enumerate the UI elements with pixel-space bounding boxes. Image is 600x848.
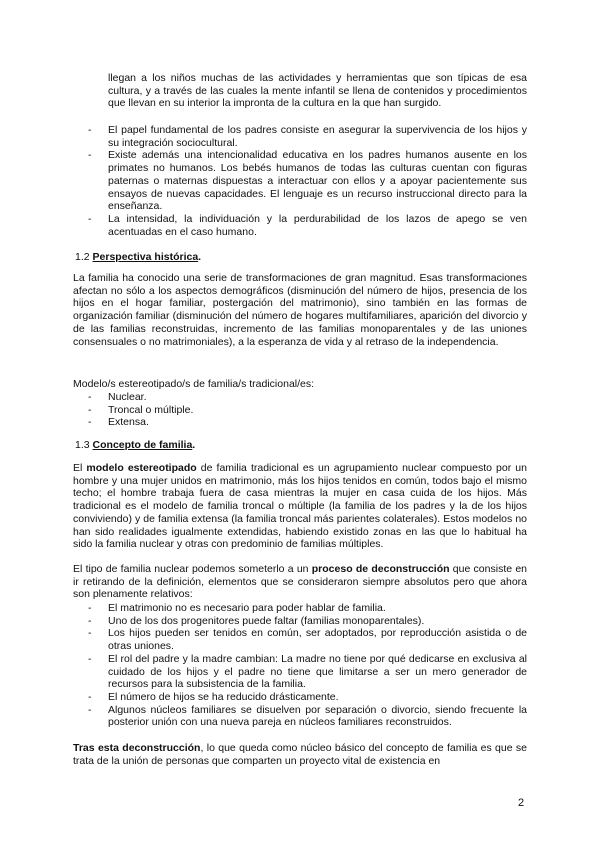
history-paragraph: La familia ha conocido una serie de transformaciones de gran magnitud. Esas transformaciones afectan no sólo a los aspectos demográficos (disminución del número de hijos, presencia de los hijos en el hogar familiar, postergación del matrimonio), sino también en las formas de organización familiar (disminución del número de hogares multifamiliares, aparición del divorcio y de las familias reconstruidas, incremento de las familias monoparentales y de las uniones consensuales o no matrimoniales), a la esperanza de vida y al retraso de la independencia. xyxy=(73,272,527,348)
list-item: - Algunos núcleos familiares se disuelven por separación o divorcio, siendo frecuente la posterior unión con una nueva pareja en núcleos familiares reconstruidos. xyxy=(88,703,527,729)
section-heading-1-2: 1.2 Perspectiva histórica. xyxy=(75,251,202,263)
list-item: - Los hijos pueden ser tenidos en común, ser adoptados, por reproducción asistida o de otras uniones. xyxy=(88,627,527,653)
list-item: - El rol del padre y la madre cambian: La madre no tiene por qué dedicarse en exclusiva al cuidado de los hijos y el padre no tiene que limitarse a ser un mero generador de recursos para la subsistencia de la familia. xyxy=(88,652,527,691)
concept-paragraph-1: El modelo estereotipado de familia tradicional es un agrupamiento nuclear compuesto por un hombre y una mujer unidos en matrimonio, más los hijos tenidos en común, todos bajo el mismo techo; el hombre trabaja fuera de casa mientras la mujer en casa cuida de los hijos. Más tradicional es el modelo de familia troncal o múltiple (la familia de los padres y la de los hijos conviviendo) y de familia extensa (la familia troncal más parientes colaterales). Estos modelos no han sido realidades igualmente extendidas, habiendo existido zonas en las que lo habitual ha sido la familia nuclear y otras con predominio de familias múltiples. xyxy=(73,462,527,551)
list-item: - El número de hijos se ha reducido drásticamente. xyxy=(88,690,339,703)
page-number: 2 xyxy=(518,797,525,809)
concept-paragraph-3: Tras esta deconstrucción, lo que queda como núcleo básico del concepto de familia es que se trata de la unión de personas que comparten un proyecto vital de existencia en xyxy=(73,742,527,767)
list-item: - Existe además una intencionalidad educativa en los padres humanos ausente en los primates no humanos. Los bebés humanos de todas las culturas cuentan con figuras paternas o maternas dispuestas a interactuar con ellos y a apoyar pacientemente sus ensayos de nuevas capacidades. El lenguaje es un recurso instruccional directo para la enseñanza. xyxy=(88,149,527,213)
list-item: - El papel fundamental de los padres consiste en asegurar la supervivencia de los hijos y su integración sociocultural. xyxy=(88,124,527,149)
list-item: - La intensidad, la individuación y la perdurabilidad de los lazos de apego se ven acentuadas en el caso humano. xyxy=(88,212,527,238)
models-list xyxy=(88,391,527,429)
list-item: - El matrimonio no es necesario para poder hablar de familia. xyxy=(88,602,386,614)
list-item: - Nuclear. xyxy=(88,391,147,403)
list-item: - Extensa. xyxy=(88,416,149,429)
concept-paragraph-2: El tipo de familia nuclear podemos someterlo a un proceso de deconstrucción que consiste en ir retirando de la definición, elementos que se consideraron siempre absolutos pero que ahora son plenamente relativos: xyxy=(73,563,528,601)
deconstruction-list xyxy=(88,602,527,729)
list-item: - Uno de los dos progenitores puede faltar (familias monoparentales). xyxy=(88,614,425,627)
models-label: Modelo/s estereotipado/s de familia/s tradicional/es: xyxy=(73,378,315,390)
section-title: Perspectiva histórica xyxy=(92,251,199,263)
list-item: - Troncal o múltiple. xyxy=(88,403,194,416)
section-title: Concepto de familia xyxy=(92,439,193,451)
list-continuation-text: llegan a los niños muchas de las actividades y herramientas que son típicas de esa cultura, y a través de las cuales la mente infantil se llena de contenidos y procedimientos que llevan en su interior la impronta de la cultura en la que han surgido. xyxy=(108,72,527,110)
section-heading-1-3: 1.3 Concepto de familia. xyxy=(75,439,196,451)
intro-bullet-list xyxy=(88,124,527,238)
